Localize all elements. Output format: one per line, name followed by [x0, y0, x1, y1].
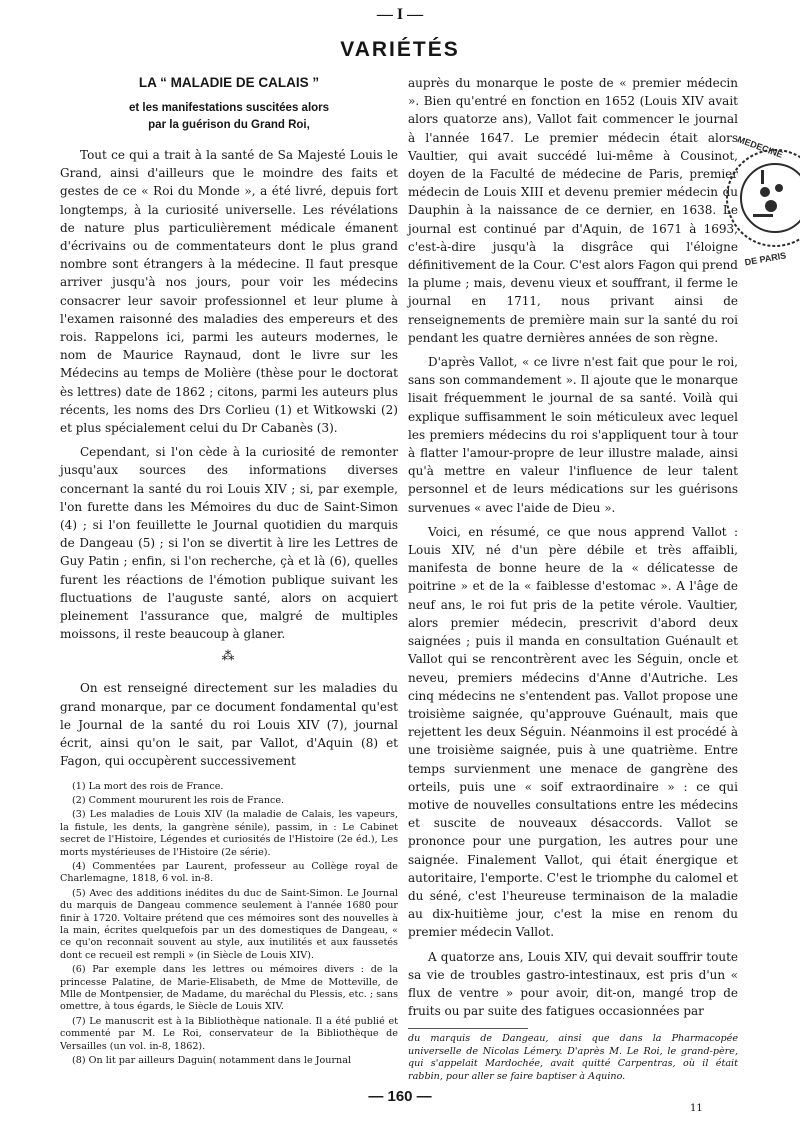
footnotes	[60, 781, 398, 1068]
right-column	[408, 74, 738, 1083]
stamp-text-top: MEDECINE	[736, 134, 785, 160]
paragraph: Tout ce qui a trait à la santé de Sa Majesté Louis le Grand, ainsi d'ailleurs que le moindre des faits et gestes de ce « Roi du Monde », a été livré, depuis fort longtemps, à la curiosité universelle. Les révélations de nature plus particulièrement médicale émanent d'écrivains ou de commentateurs dont le plus grand nombre sont étrangers à la médecine. Il faut presque arriver jusqu'à nos jours, pour voir les médecins consacrer leur savoir professionnel et leur plume à l'examen raisonné des maladies des empereurs et des rois. Rappelons ici, parmi les auteurs modernes, le nom de Maurice Raynaud, dont le livre sur les Médecins au temps de Molière (thèse pour le doctorat ès lettres) date de 1862 ; citons, parmi les auteurs plus récents, les noms des Drs Corlieu (1) et Witkowski (2) et plus spécialement celui du Dr Cabanès (3).	[60, 148, 398, 436]
footnote: (1) La mort des rois de France.	[72, 780, 224, 792]
footnote: (4) Commentées par Laurent, professeur au Collège royal de Charlemagne, 1818, 6 vol. in-8.	[60, 860, 398, 885]
stamp-text-bottom: DE PARIS	[743, 250, 787, 268]
section-separator: ⁂	[221, 649, 237, 665]
footnote: (7) Le manuscrit est à la Bibliothèque nationale. Il a été publié et commenté par M. Le Roi, conservateur de la Bibliothèque de Versailles (un vol. in-8, 1862).	[60, 1015, 398, 1052]
library-stamp-icon	[705, 130, 800, 280]
paragraph: On est renseigné directement sur les maladies du grand monarque, par ce document fondamental qu'est le Journal de la santé du roi Louis XIV (7), journal écrit, ainsi qu'on le sait, par Vallot, d'Aquin (8) et Fagon, qui occupèrent successivement	[60, 681, 398, 769]
sheet-number: 11	[690, 1103, 703, 1114]
subtitle-line-1: et les manifestations suscitées alors	[128, 102, 330, 114]
footnote: (2) Comment moururent les rois de France.	[72, 794, 285, 806]
footnote: (3) Les maladies de Louis XIV (la maladie de Calais, les vapeurs, la fistule, les dents, la gangrène sénile), passim, in : Le Cabinet secret de l'Histoire, Légendes et curiosités de l'Histoire (2e éd.), Les morts mystérieuses de l'Histoire (2e série).	[60, 809, 398, 858]
page-number: — 160 —	[368, 1088, 432, 1105]
footnote: (5) Avec des additions inédites du duc de Saint-Simon. Le Journal du marquis de Dangeau commence seulement à l'année 1680 pour finir à 1720. Voltaire prétend que ces mémoires sont des nouvelles à la main, écrites quelquefois par un des domestiques de Dangeau, « ce qu'on reconnait souvent au style, aux inutilités et aux faussetés dont ce recueil est rempli » (in Siècle de Louis XIV).	[60, 887, 398, 961]
top-folio: — I —	[376, 6, 424, 23]
subtitle-line-2: par la guérison du Grand Roi,	[148, 119, 310, 131]
paragraph: A quatorze ans, Louis XIV, qui devait souffrir toute sa vie de troubles gastro-intestinaux, est pris d'un « flux de ventre » pour avoir, dit-on, mangé trop de fruits ou par suite des fatigues occasionnées par	[408, 949, 738, 1019]
footnote: (8) On lit par ailleurs Daguin( notamment dans le Journal	[72, 1055, 352, 1067]
left-column	[60, 74, 398, 1069]
paragraph: D'après Vallot, « ce livre n'est fait que pour le roi, sans son commandement ». Il ajoute que le monarque lisait fréquemment le journal de sa santé. Voilà qui explique suffisamment le soin méticuleux avec lequel les premiers médecins du roi s'appliquent tour à tour à flatter l'amour-propre de leur illustre malade, ainsi qu'à mettre en valeur l'influence de leur talent personnel et de leurs médications sur les guérisons survenues « avec l'aide de Dieu ».	[408, 355, 738, 515]
article-title: LA “ MALADIE DE CALAIS ”	[138, 75, 320, 90]
footnote-continued: du marquis de Dangeau, ainsi que dans la Pharmacopée universelle de Nicolas Lémery. D'après M. Le Roi, le grand-père, qui s'appelait Mardochée, avait quitté Carpentras, où il était rabbin, pour aller se faire baptiser à Aquino.	[408, 1033, 738, 1082]
paragraph: Voici, en résumé, ce que nous apprend Vallot : Louis XIV, né d'un père débile et très affaibli, manifesta de bonne heure de la « délicatesse de poitrine » et de la « faiblesse d'estomac ». A l'âge de neuf ans, le roi fut pris de la petite vérole. Vaultier, alors premier médecin, prescrivit d'abord deux saignées ; puis il manda en consultation Guénault et Vallot qui se rencontrèrent avec les Séguin, oncle et neveu, premiers médecins d'Anne d'Autriche. Les cinq médecins ne s'entendent pas. Vallot propose une troisième saignée, qu'approuve Guénault, mais que rejettent les deux Séguin. Néanmoins il est procédé à une troisième saignée, puis à une quatrième. Entre temps survienment une menace de gangrène des orteils, puis une « soif extraordinaire » : ce qui motive de nouvelles consultations entre les médecins et suscite de nouveaux désaccords. Vallot se prononce pour une purgation, les autres pour une saignée. Finalement Vallot, qui était énergique et autoritaire, l'emporte. C'est le triomphe du calomel et du séné, c'est l'heureuse terminaison de la maladie au dix-huitième jour, c'est la mise en renom du premier médecin Vallot.	[408, 524, 738, 940]
footnote-rule	[408, 1028, 528, 1029]
paragraph: Cependant, si l'on cède à la curiosité de remonter jusqu'aux sources des informations diverses concernant la santé du roi Louis XIV ; si, par exemple, l'on furette dans les Mémoires du duc de Saint-Simon (4) ; si l'on feuillette le Journal quotidien du marquis de Dangeau (5) ; si l'on se divertit à lire les Lettres de Guy Patin ; enfin, si l'on recherche, çà et là (6), quelles furent les réactions de l'émotion publique suivant les fluctuations de l'auguste santé, alors on acquiert pleinement l'assurance que, malgré de multiples moissons, il reste beaucoup à glaner.	[60, 445, 398, 642]
footnote: (6) Par exemple dans les lettres ou mémoires divers : de la princesse Palatine, de Marie-Elisabeth, de Mme de Motteville, de Mlle de Montpensier, de Madame, du maréchal du Plessis, etc. ; sans omettre, à tous égards, le Siècle de Louis XIV.	[60, 964, 398, 1013]
article-subtitle	[60, 100, 398, 134]
section-title: VARIÉTÉS	[340, 38, 460, 61]
paragraph: auprès du monarque le poste de « premier médecin ». Bien qu'entré en fonction en 1652 (Louis XIV avait alors quatorze ans), Vallot fait commencer le journal à l'année 1647. Le premier médecin était alors Vaultier, qui avait succédé lui-même à Cousinot, doyen de la Faculté de médecine de Paris, premier médecin de Louis XIII et devenu premier médecin du Dauphin à la naissance de ce dernier, en 1638. Le journal est continué par d'Aquin, de 1671 à 1693, c'est-à-dire jusqu'à la disgrâce qui l'éloigne définitivement de la Cour. C'est alors Fagon qui prend la plume ; mais, devenu vieux et souffrant, il ferme le journal en 1711, nous privant ainsi de renseignements de première main sur la santé du roi pendant les quatre dernières années de son règne.	[408, 76, 738, 345]
